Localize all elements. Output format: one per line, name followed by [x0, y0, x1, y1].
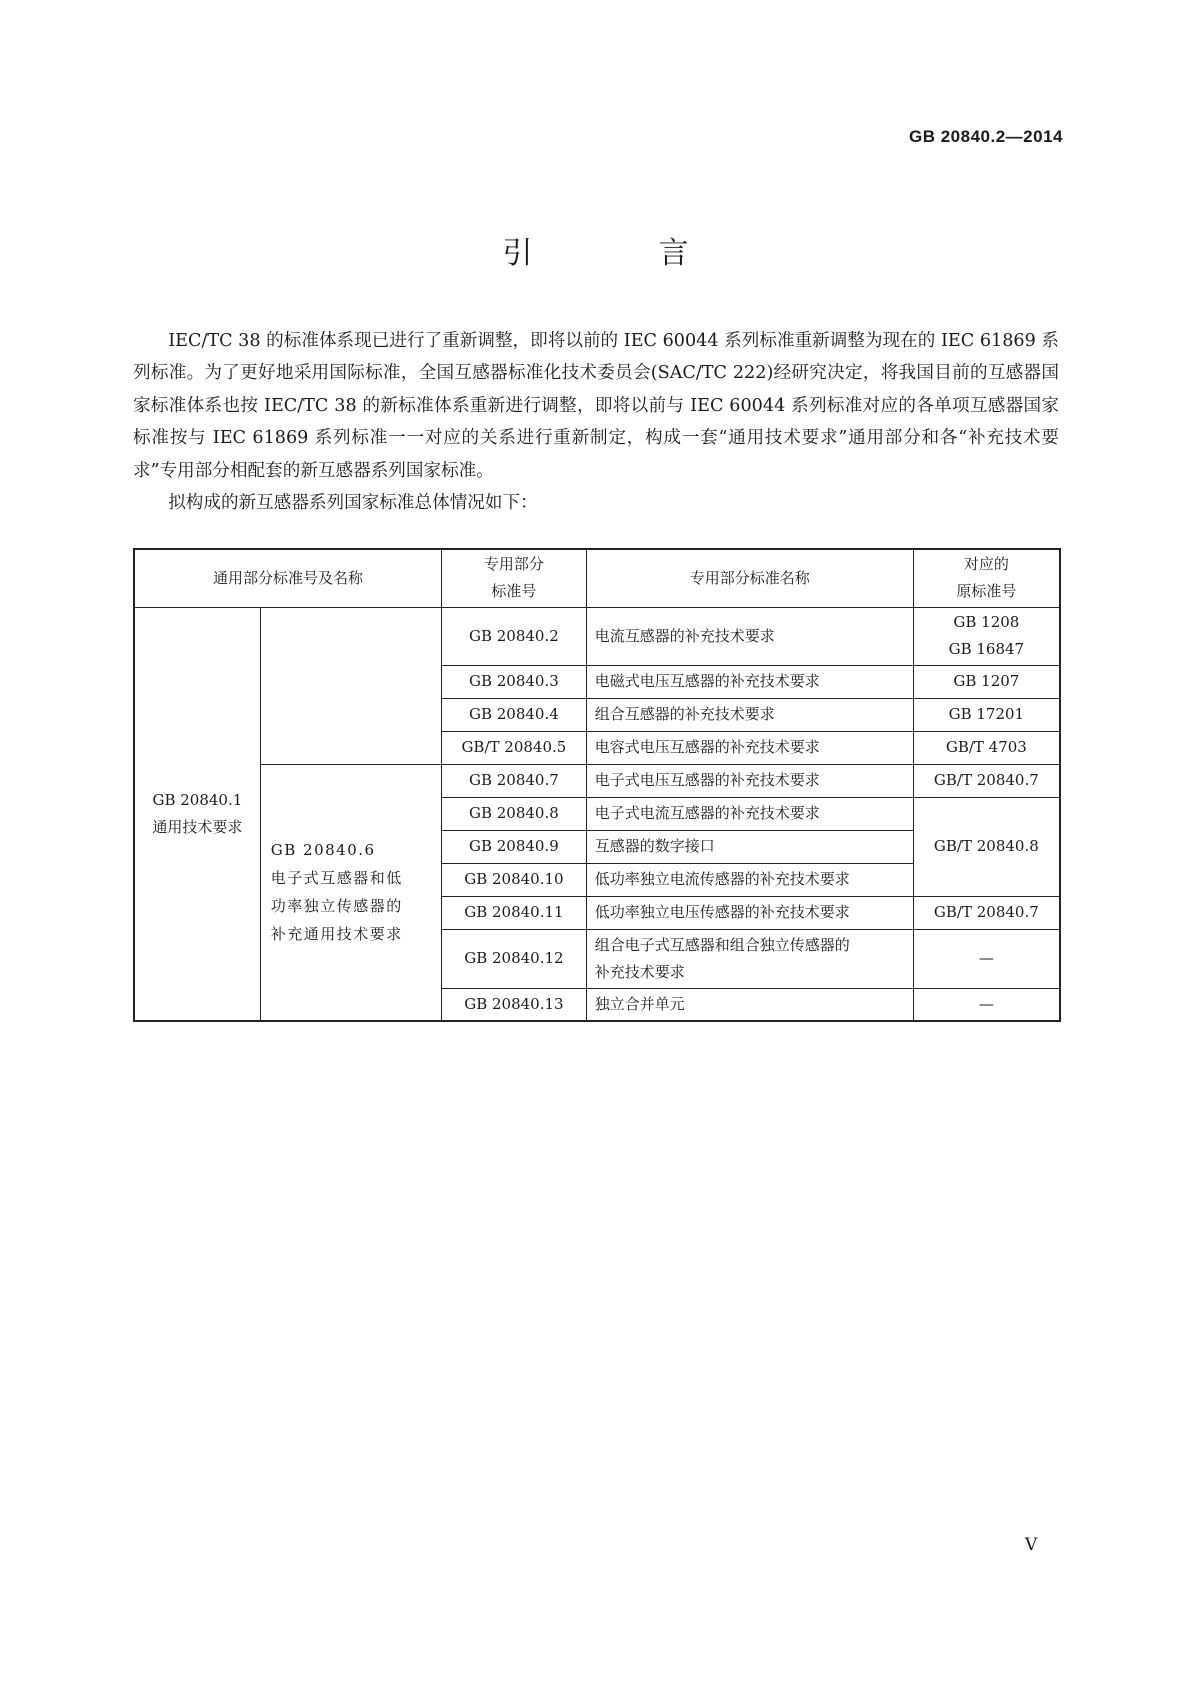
row-name: [586, 929, 913, 988]
row-number: GB 20840.12: [442, 929, 587, 988]
header-original-line2: 原标准号: [956, 582, 1017, 601]
row-name: 组合互感器的补充技术要求: [586, 698, 913, 731]
row-name-line2: 补充技术要求: [594, 962, 685, 981]
table-header-row: [134, 549, 1060, 607]
header-special-no-line1: 专用部分: [483, 555, 544, 574]
body-text: [133, 325, 1059, 519]
row-name: 电流互感器的补充技术要求: [586, 607, 913, 665]
row-number: GB 20840.8: [442, 797, 587, 830]
standards-table: [133, 548, 1061, 1022]
row-number: GB 20840.4: [442, 698, 587, 731]
row-original-line1: GB 1208: [953, 613, 1020, 631]
row-name: 低功率独立电压传感器的补充技术要求: [586, 896, 913, 929]
empty-cell: [260, 607, 441, 764]
row-original: [913, 607, 1060, 665]
row-original: GB 1207: [913, 665, 1060, 698]
row-number: GB 20840.3: [442, 665, 587, 698]
row-number: GB 20840.11: [442, 896, 587, 929]
sub-general-name-line3: 补充通用技术要求: [270, 925, 403, 944]
row-number: GB 20840.2: [442, 607, 587, 665]
header-special-no-line2: 标准号: [491, 582, 537, 601]
row-number: GB 20840.13: [442, 988, 587, 1021]
sub-general-name-line2: 功率独立传感器的: [270, 897, 403, 916]
general-part-name: 通用技术要求: [152, 817, 243, 836]
row-original: GB 17201: [913, 698, 1060, 731]
row-original: —: [913, 929, 1060, 988]
page-title: 引 言: [502, 236, 737, 271]
table-row: [134, 607, 1060, 665]
table-row: [134, 764, 1060, 797]
intro-paragraph: IEC/TC 38 的标准体系现已进行了重新调整，即将以前的 IEC 60044 系列标准重新调整为现在的 IEC 61869 系列标准。为了更好地采用国际标准，全国互感器标准化技术委员会(SAC/TC 222)经研究决定，将我国目前的互感器国家标准体系也按 IEC/TC 38 的新标准体系重新进行调整，即将以前与 IEC 60044 系列标准对应的各单项互感器国家标准按与 IEC 61869 系列标准一一对应的关系进行重新制定，构成一套“通用技术要求”通用部分和各“补充技术要求”专用部分相配套的新互感器系列国家标准。: [133, 331, 1059, 481]
sub-general-name-line1: 电子式互感器和低: [270, 869, 403, 888]
header-special-name: 专用部分标准名称: [586, 549, 913, 607]
row-number: GB 20840.9: [442, 830, 587, 863]
row-name: 互感器的数字接口: [586, 830, 913, 863]
row-original: GB/T 20840.7: [913, 896, 1060, 929]
row-original: —: [913, 988, 1060, 1021]
table-lead-paragraph: 拟构成的新互感器系列国家标准总体情况如下：: [168, 493, 538, 514]
row-name: 独立合并单元: [586, 988, 913, 1021]
row-name: 低功率独立电流传感器的补充技术要求: [586, 863, 913, 896]
general-part-number: GB 20840.1: [152, 790, 243, 809]
header-general: 通用部分标准号及名称: [134, 549, 442, 607]
row-name-line1: 组合电子式互感器和组合独立传感器的: [594, 935, 850, 954]
header-special-no: [442, 549, 587, 607]
standard-number: GB 20840.2—2014: [909, 127, 1063, 146]
row-original: GB/T 20840.8: [913, 797, 1060, 896]
header-original: [913, 549, 1060, 607]
general-part-cell: [134, 607, 260, 1021]
header-original-line1: 对应的: [963, 555, 1009, 574]
row-number: GB 20840.10: [442, 863, 587, 896]
page-number: V: [1025, 1535, 1038, 1555]
row-name: 电磁式电压互感器的补充技术要求: [586, 665, 913, 698]
row-number: GB 20840.7: [442, 764, 587, 797]
row-original-line2: GB 16847: [948, 640, 1025, 658]
row-original: GB/T 20840.7: [913, 764, 1060, 797]
sub-general-cell: [260, 764, 441, 1021]
row-original: GB/T 4703: [913, 731, 1060, 764]
row-name: 电子式电压互感器的补充技术要求: [586, 764, 913, 797]
sub-general-number: GB 20840.6: [270, 841, 376, 860]
row-number: GB/T 20840.5: [442, 731, 587, 764]
row-name: 电容式电压互感器的补充技术要求: [586, 731, 913, 764]
row-name: 电子式电流互感器的补充技术要求: [586, 797, 913, 830]
